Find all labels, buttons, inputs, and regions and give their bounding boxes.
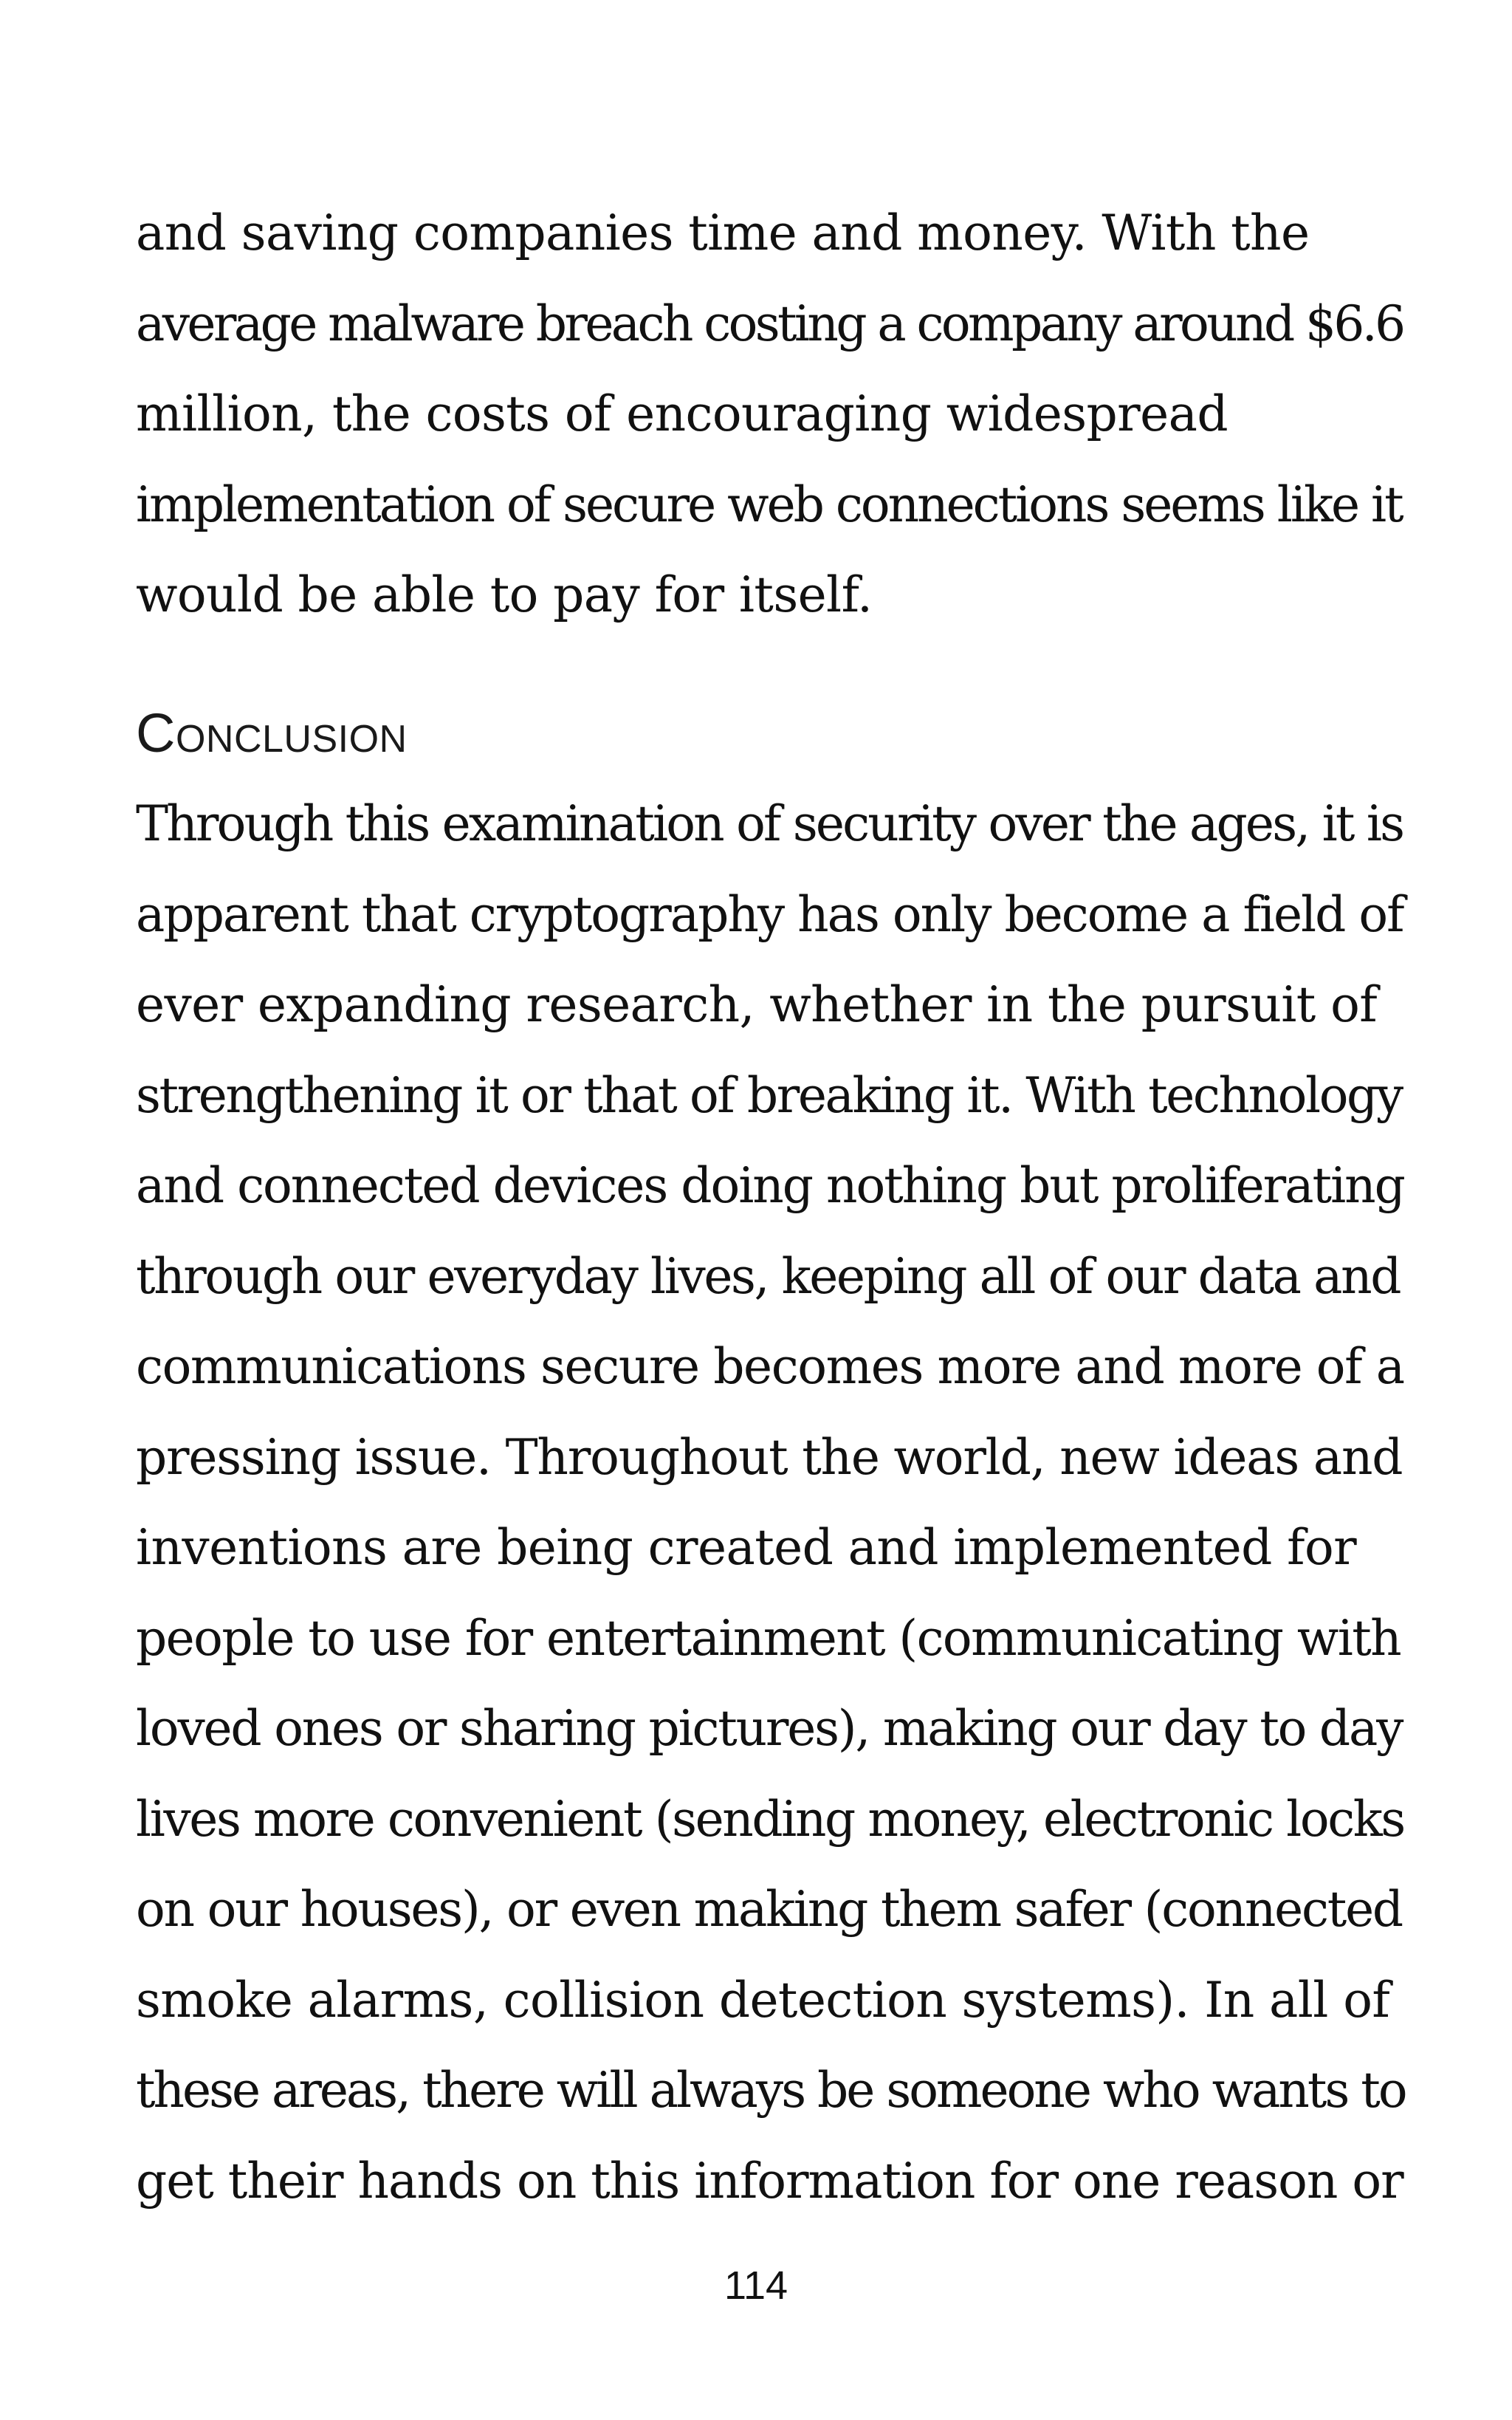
text-line: communications secure becomes more and more of a	[136, 1338, 1404, 1395]
text-line: and connected devices doing nothing but proliferating	[136, 1157, 1404, 1214]
text-line: ever expanding research, whether in the pursuit of	[136, 976, 1378, 1033]
paragraph-intro	[136, 188, 1406, 641]
page-number: 114	[724, 2263, 788, 2308]
text-line: these areas, there will always be someone who wants to	[136, 2062, 1406, 2119]
text-line: on our houses), or even making them safer (connected	[136, 1881, 1402, 1938]
text-line: inventions are being created and implemented for	[136, 1519, 1357, 1576]
text-line: Through this examination of security over the ages, it is	[136, 795, 1403, 852]
text-line: pressing issue. Throughout the world, new ideas and	[136, 1428, 1403, 1486]
text-line: lives more convenient (sending money, electronic locks	[136, 1790, 1404, 1848]
text-line: average malware breach costing a company around $6.6	[136, 295, 1403, 352]
text-line: through our everyday lives, keeping all of our data and	[136, 1247, 1401, 1305]
text-line: implementation of secure web connections seems like it	[136, 476, 1402, 533]
text-line: million, the costs of encouraging widespread	[136, 385, 1228, 442]
text-line: get their hands on this information for one reason or	[136, 2152, 1403, 2210]
text-line: and saving companies time and money. With the	[136, 205, 1310, 261]
text-line: loved ones or sharing pictures), making our day to day	[136, 1700, 1403, 1757]
section-heading: Conclusion	[136, 702, 408, 764]
text-line: would be able to pay for itself.	[136, 566, 873, 623]
paragraph-conclusion	[136, 779, 1406, 2227]
text-line: smoke alarms, collision detection systems). In all of	[136, 1971, 1390, 2029]
text-line: apparent that cryptography has only become a field of	[136, 885, 1403, 943]
text-line: strengthening it or that of breaking it. With technology	[136, 1066, 1402, 1124]
text-line: people to use for entertainment (communicating with	[136, 1609, 1401, 1667]
